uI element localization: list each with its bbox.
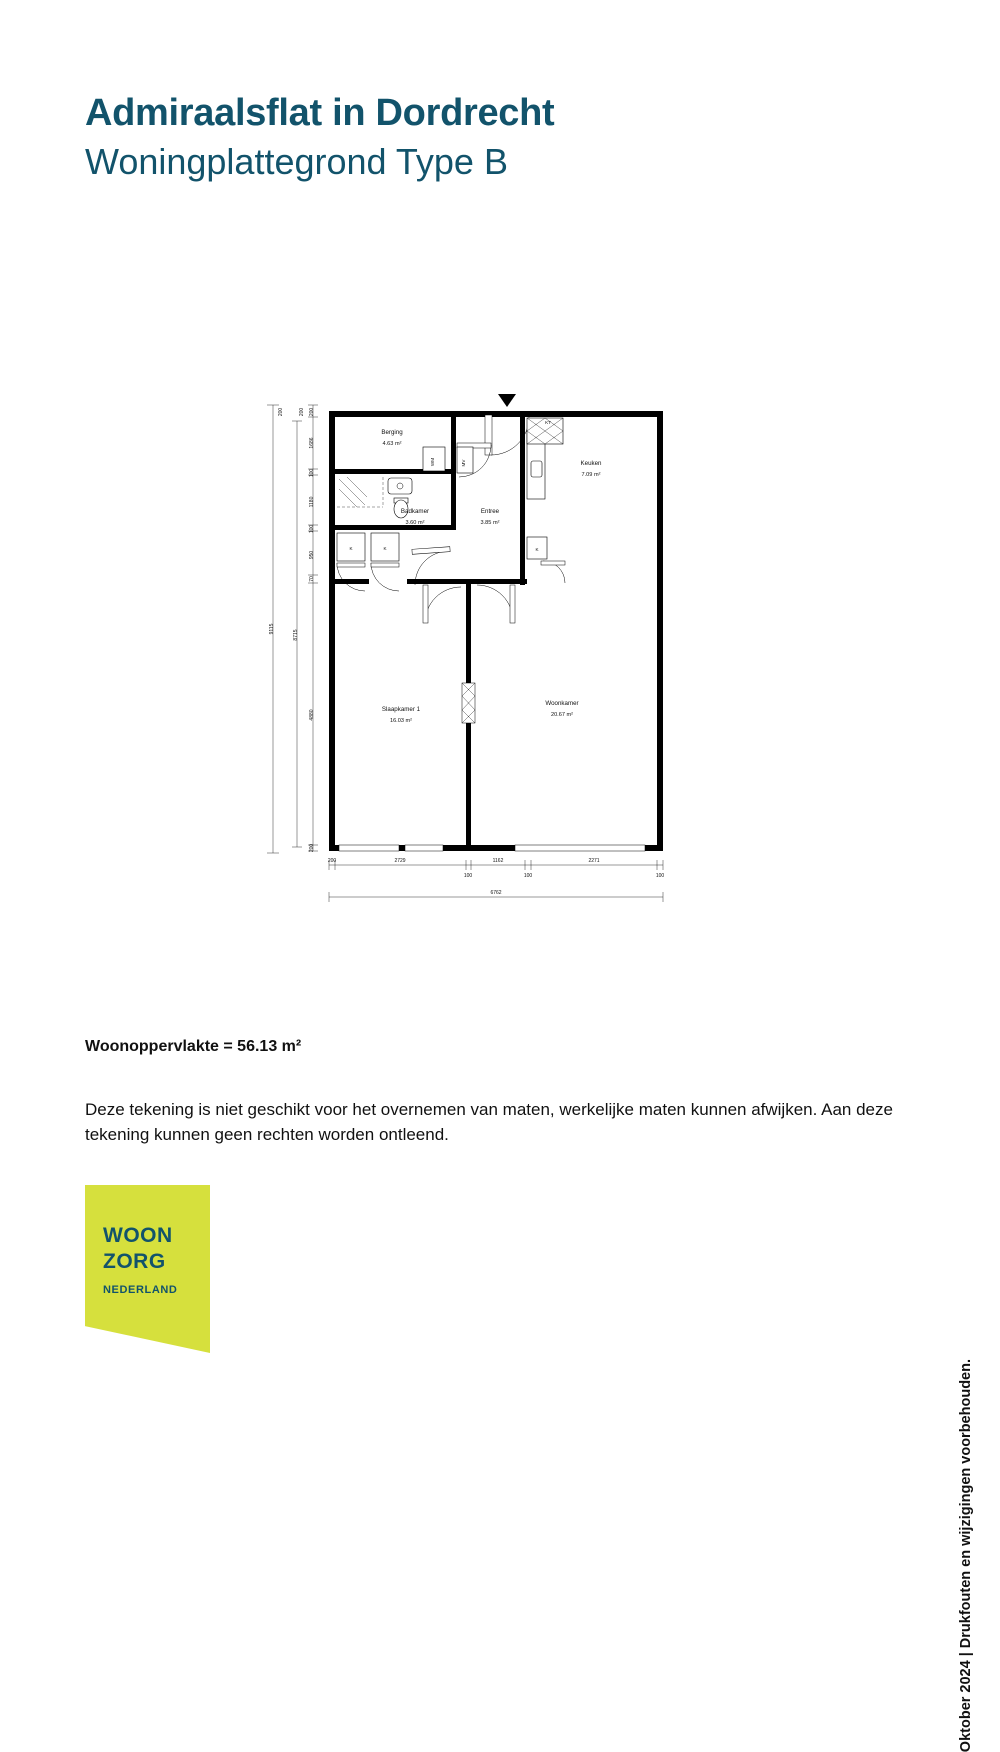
svg-text:Keuken: Keuken [580,460,602,467]
svg-text:Berging: Berging [381,429,403,436]
svg-text:200: 200 [278,407,284,417]
wm-label: WM [430,457,435,467]
wall-interior-horizontal-badkamer [333,525,456,530]
svg-text:9115: 9115 [269,623,275,635]
wall-left [329,411,335,851]
page-subtitle: Woningplattegrond Type B [85,140,508,182]
svg-text:Badkamer: Badkamer [400,508,430,515]
window-bottom-left-2 [405,845,443,851]
logo-line-1: WOON [103,1224,173,1247]
disclaimer-text: Deze tekening is niet geschikt voor het overnemen van maten, werkelijke maten kunnen afwijken. Aan deze tekening kunnen geen rechten worden ontleend. [85,1100,893,1144]
sink [388,478,412,494]
svg-text:16.03 m²: 16.03 m² [389,718,413,724]
dim-vertical-top-small [278,408,305,417]
door-keuken [541,561,565,583]
svg-text:20.67 m²: 20.67 m² [550,712,574,718]
room-label-slaapkamer [382,706,421,724]
dim-horizontal-total [329,890,663,902]
closet-hall-2-label: K [383,546,387,551]
svg-text:Entree: Entree [480,508,500,515]
svg-text:100: 100 [463,873,473,879]
wall-interior-vertical-badkamer [451,473,456,530]
room-label-keuken [581,460,603,478]
room-label-berging [381,429,403,447]
svg-text:200: 200 [309,407,315,417]
wall-interior-vertical-berging [451,413,456,473]
svg-text:100: 100 [523,873,533,879]
svg-text:3.60 m²: 3.60 m² [405,520,425,526]
closet-hall-2 [371,533,399,591]
svg-text:2729: 2729 [394,858,406,864]
page-title: Admiraalsflat in Dordrecht [85,92,555,134]
door-woonkamer [477,585,515,623]
svg-text:200: 200 [299,407,305,417]
svg-text:8715: 8715 [293,629,299,641]
door-slaapkamer [423,585,461,623]
closet-hall-1-label: K [349,546,353,551]
washing-machine [423,447,445,471]
svg-text:1180: 1180 [309,496,315,508]
svg-text:1162: 1162 [492,858,504,864]
logo-line-2: ZORG [103,1250,166,1274]
svg-text:4880: 4880 [309,709,315,721]
shower [337,477,383,507]
logo [85,1185,210,1353]
copyright-notice: Oktober 2024 | Drukfouten en wijzigingen voorbehouden. [958,1359,974,1752]
logo-text [103,1223,177,1296]
wall-top [329,411,663,417]
svg-text:4.63 m²: 4.63 m² [382,441,402,447]
entrance-arrow-icon [498,394,516,407]
page-header [85,92,885,183]
wall-right [657,411,663,851]
kitchen-upper-cabinets [527,418,563,444]
svg-text:2271: 2271 [588,858,600,864]
dim-vertical-outer [267,405,279,853]
svg-text:70: 70 [309,576,315,582]
dim-vertical-inner [292,421,302,847]
svg-text:200: 200 [309,843,315,853]
svg-text:3.85 m²: 3.85 m² [480,520,500,526]
svg-text:7.09 m²: 7.09 m² [581,472,601,478]
mv-label: MV [461,459,466,467]
svg-text:1686: 1686 [309,437,315,449]
wall-hatch [462,683,475,723]
room-label-entree [481,508,500,526]
svg-text:6762: 6762 [490,890,502,896]
window-bottom-left [339,845,399,851]
area-summary: Woonoppervlakte = 56.13 m² [85,1038,302,1055]
closet-keuken-label: K [535,547,539,552]
logo-line-3: NEDERLAND [103,1283,178,1296]
dim-vertical-chain [308,405,318,852]
room-label-badkamer [401,508,429,526]
svg-text:Woonkamer: Woonkamer [545,700,579,707]
dim-horizontal-chain [328,858,665,879]
wall-interior-horizontal-entree [407,579,527,584]
window-bottom-right [515,845,645,851]
svg-text:950: 950 [309,550,315,560]
closet-keuken [527,537,547,559]
kt-label: KT [545,420,551,425]
svg-text:100: 100 [655,873,665,879]
svg-text:200: 200 [327,858,337,864]
wall-interior-stub-left [333,579,369,584]
floorplan [255,385,695,910]
mv-unit [457,447,473,473]
svg-text:100: 100 [309,468,315,478]
svg-text:100: 100 [309,524,315,534]
room-label-woonkamer [545,700,578,718]
svg-text:Slaapkamer 1: Slaapkamer 1 [381,706,421,713]
